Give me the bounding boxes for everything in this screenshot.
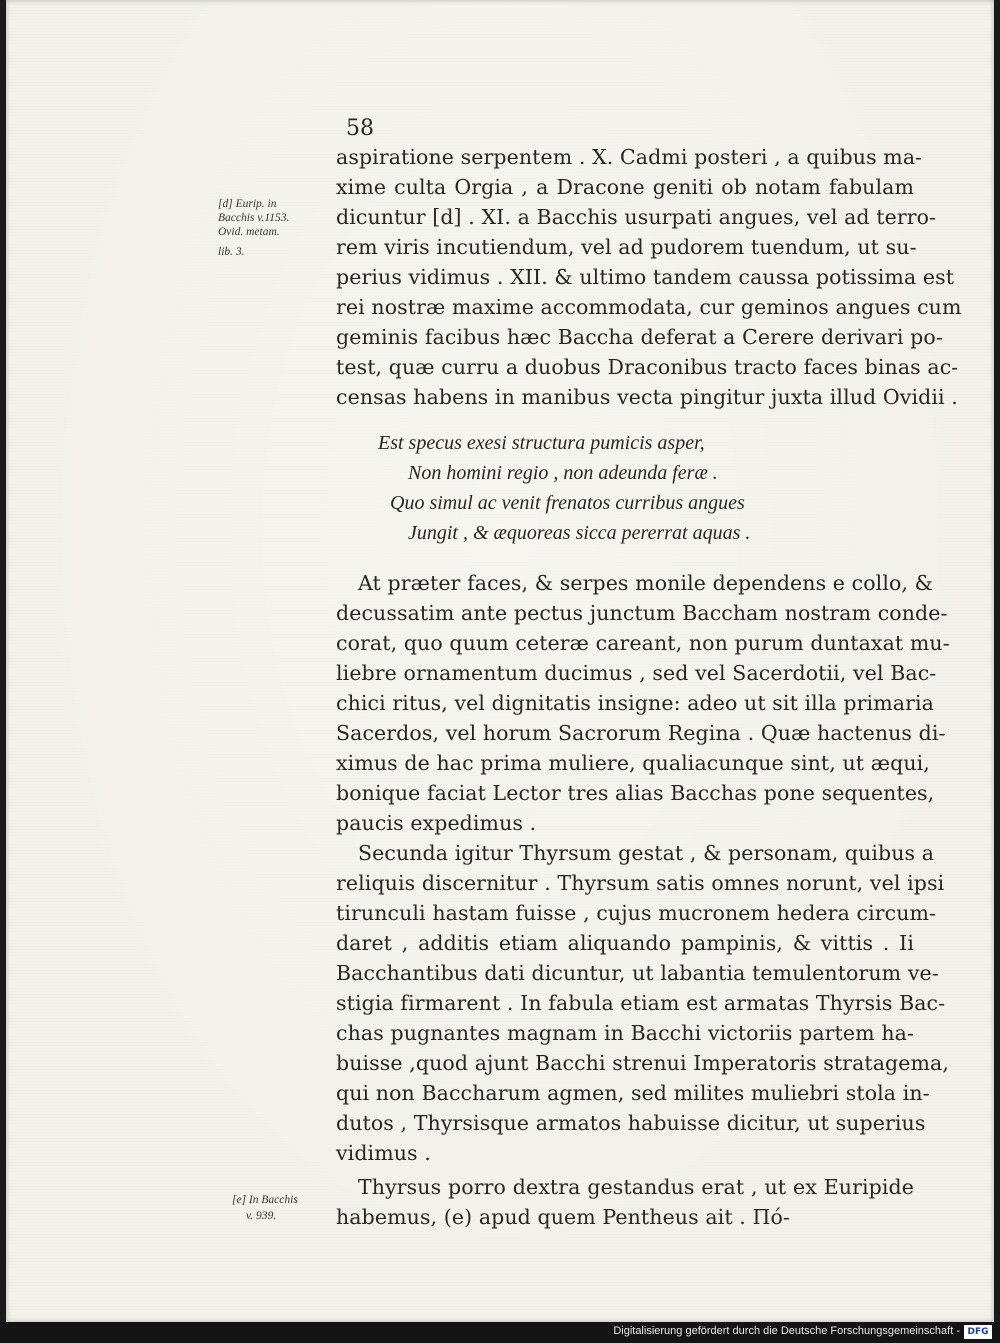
text-line: rei nostræ maxime accommodata, cur geminos angues cum xyxy=(336,295,962,319)
text-line: Sacerdos, vel horum Sacrorum Regina . Quæ hactenus di- xyxy=(336,721,946,745)
page-number: 58 xyxy=(346,116,374,141)
text-line: censas habens in manibus vecta pingitur juxta illud Ovidii . xyxy=(336,385,958,409)
text-line: bonique faciat Lector tres alias Bacchas pone sequentes, xyxy=(336,781,935,805)
margin-note-e: [e] In Bacchis xyxy=(232,1194,298,1206)
text-line: corat, quo quum ceteræ careant, non purum duntaxat mu- xyxy=(336,631,950,655)
text-line: Thyrsus porro dextra gestandus erat , ut ex Euripide xyxy=(358,1175,914,1199)
text-line: chici ritus, vel dignitatis insigne: adeo ut sit illa primaria xyxy=(336,691,934,715)
text-line: buisse ,quod ajunt Bacchi strenui Imperatoris stratagema, xyxy=(336,1051,949,1075)
verse-line: Quo simul ac venit frenatos curribus angues xyxy=(390,492,745,514)
margin-note-d: lib. 3. xyxy=(218,246,245,258)
text-line: decussatim ante pectus junctum Baccham nostram conde- xyxy=(336,601,948,625)
text-line: rem viris incutiendum, vel ad pudorem tuendum, ut su- xyxy=(336,235,917,259)
margin-note-d: [d] Eurip. in xyxy=(218,198,277,210)
verse-line: Jungit , & æquoreas sicca pererrat aquas . xyxy=(408,522,751,544)
text-line: geminis facibus hæc Baccha deferat a Cerere derivari po- xyxy=(336,325,943,349)
text-line: At præter faces, & serpes monile dependens e collo, & xyxy=(358,571,934,595)
verse-line: Non homini regio , non adeunda feræ . xyxy=(408,462,718,484)
text-line: test, quæ curru a duobus Draconibus tracto faces binas ac- xyxy=(336,355,959,379)
scanned-page xyxy=(6,0,994,1322)
text-line: perius vidimus . XII. & ultimo tandem caussa potissima est xyxy=(336,265,955,289)
text-line: reliquis discernitur . Thyrsum satis omnes norunt, vel ipsi xyxy=(336,871,945,895)
verse-line: Est specus exesi structura pumicis asper, xyxy=(378,432,705,454)
text-line: qui non Baccharum agmen, sed milites muliebri stola in- xyxy=(336,1081,930,1105)
text-line: liebre ornamentum ducimus , sed vel Sacerdotii, vel Bac- xyxy=(336,661,937,685)
text-line: aspiratione serpentem . X. Cadmi posteri , a quibus ma- xyxy=(336,145,923,169)
text-line: paucis expedimus . xyxy=(336,811,537,835)
text-line: dicuntur [d] . XI. a Bacchis usurpati angues, vel ad terro- xyxy=(336,205,937,229)
text-line: vidimus . xyxy=(336,1141,431,1165)
text-line: ximus de hac prima muliere, qualiacunque sint, ut æqui, xyxy=(336,751,930,775)
text-line: Secunda igitur Thyrsum gestat , & personam, quibus a xyxy=(358,841,935,865)
margin-note-e: v. 939. xyxy=(246,1210,277,1222)
margin-note-d: Ovid. metam. xyxy=(218,226,280,238)
text-line: Bacchantibus dati dicuntur, ut labantia temulentorum ve- xyxy=(336,961,939,985)
text-line: xime culta Orgia , a Dracone geniti ob notam fabulam xyxy=(336,175,914,199)
dfg-logo-icon: DFG xyxy=(964,1325,992,1339)
margin-note-d: Bacchis v.1153. xyxy=(218,212,290,224)
text-line: tirunculi hastam fuisse , cujus mucronem hedera circum- xyxy=(336,901,937,925)
text-line: stigia firmarent . In fabula etiam est armatas Thyrsis Bac- xyxy=(336,991,946,1015)
text-line: habemus, (e) apud quem Pentheus ait . Πό- xyxy=(336,1205,790,1229)
text-line: chas pugnantes magnam in Bacchi victoriis partem ha- xyxy=(336,1021,914,1045)
text-line: daret , additis etiam aliquando pampinis, & vittis . Ii xyxy=(336,931,914,955)
text-line: dutos , Thyrsisque armatos habuisse dicitur, ut superius xyxy=(336,1111,926,1135)
funding-notice: Digitalisierung gefördert durch die Deutsche Forschungsgemeinschaft - xyxy=(613,1325,960,1337)
